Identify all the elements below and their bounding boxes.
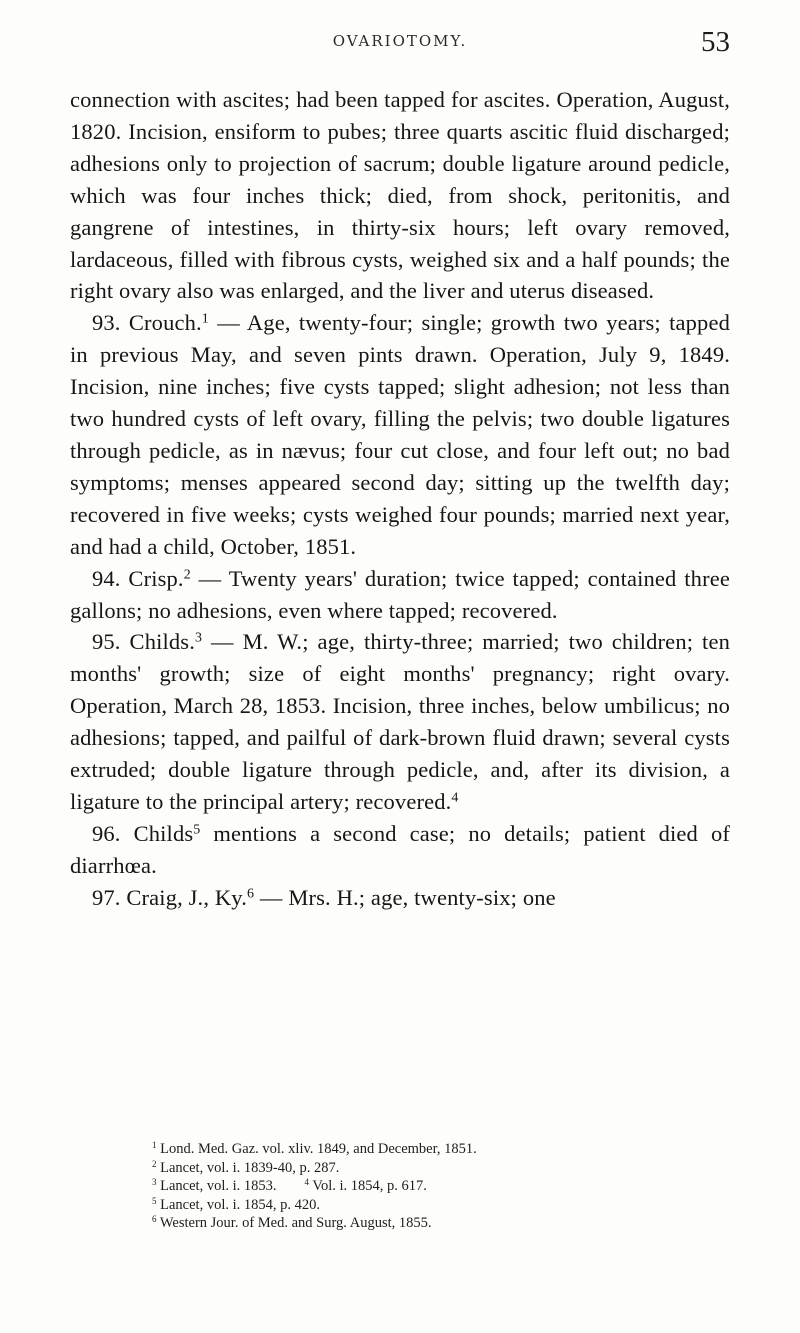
footnote-text: Lond. Med. Gaz. vol. xliv. 1849, and December, 1851. [160,1141,477,1157]
footnote-mark: 4 [304,1177,310,1188]
case-96 [70,818,730,882]
case-number: 96. [92,820,121,846]
footnote-ref: 1 [201,311,209,327]
case-text: — Twenty years' duration; twice tapped; contained three gallons; no adhesions, even where tapped; recovered. [70,565,730,623]
case-number: 97. [92,884,121,910]
body-text [70,84,730,914]
footnote-mark: 5 [152,1195,157,1206]
footnote-mark: 2 [152,1158,157,1169]
running-title: OVARIOTOMY. [332,32,468,50]
footnote-2 [152,1159,712,1178]
footnote-text: Lancet, vol. i. 1839-40, p. 287. [160,1159,340,1176]
footnote-text: Western Jour. of Med. and Surg. August, 1855. [159,1215,432,1232]
case-author: Crisp. [128,565,184,591]
case-text: — M. W.; age, thirty-three; married; two children; ten months' growth; size of eight months' pregnancy; right ovary. Operation, March 28, 1853. Incision, three inches, below umbilicus; no adhesions; tapped, and pailful of dark-brown fluid drawn; several cysts extruded; double ligature through pedicle, and, after its division, a ligature to the principal artery; recovered. [70,629,730,814]
case-author: Craig, J., Ky. [126,884,247,910]
footnotes [152,1140,712,1233]
footnote-ref: 3 [194,630,203,646]
footnote-ref: 5 [193,822,201,838]
case-text: mentions a second case; no details; patient died of diarrhœa. [70,820,731,878]
case-number: 94. [92,565,121,591]
case-author: Crouch. [128,310,202,336]
footnote-3-4 [152,1177,712,1196]
footnote-mark: 6 [152,1214,157,1225]
footnote-mark: 3 [152,1177,157,1188]
case-95 [70,626,730,817]
case-author: Childs. [129,629,195,655]
case-text: — Age, twenty-four; single; growth two years; tapped in previous May, and seven pints drawn. Operation, July 9, 1849. Incision, nine inches; five cysts tapped; slight adhesion; not less than two hundred cysts of left ovary, filling the pelvis; two double ligatures through pedicle, as in nævus; four cut close, and four left out; no bad symptoms; menses appeared second day; sitting up the twelfth day; recovered in five weeks; cysts weighed four pounds; married next year, and had a child, October, 1851. [70,310,730,559]
footnote-ref: 4 [451,790,459,806]
case-94 [70,563,730,627]
case-93 [70,307,730,562]
case-author: Childs [133,820,194,846]
footnote-6 [152,1214,712,1233]
footnote-ref: 2 [183,566,191,582]
footnote-text: Lancet, vol. i. 1854, p. 420. [160,1196,321,1213]
case-number: 95. [92,629,121,655]
continuation-paragraph: connection with ascites; had been tapped for ascites. Operation, August, 1820. Incision, ensiform to pubes; three quarts ascitic fluid discharged; adhesions only to projection of sacrum; double ligature around pedicle, which was four inches thick; died, from shock, peritonitis, and gangrene of intestines, in thirty-six hours; left ovary removed, lardaceous, filled with fibrous cysts, weighed six and a half pounds; the right ovary also was enlarged, and the liver and uterus diseased. [70,87,730,304]
page-number: 53 [701,26,730,58]
page-header [70,26,730,66]
footnote-1 [152,1140,712,1159]
case-number: 93. [92,310,121,336]
footnote-5 [152,1196,712,1215]
case-text: — Mrs. H.; age, twenty-six; one [254,884,556,910]
footnote-text: Vol. i. 1854, p. 617. [312,1178,427,1195]
footnote-text: Lancet, vol. i. 1853. [160,1178,277,1195]
case-97 [70,882,730,914]
footnote-mark: 1 [152,1140,157,1151]
footnote-ref: 6 [247,885,255,901]
